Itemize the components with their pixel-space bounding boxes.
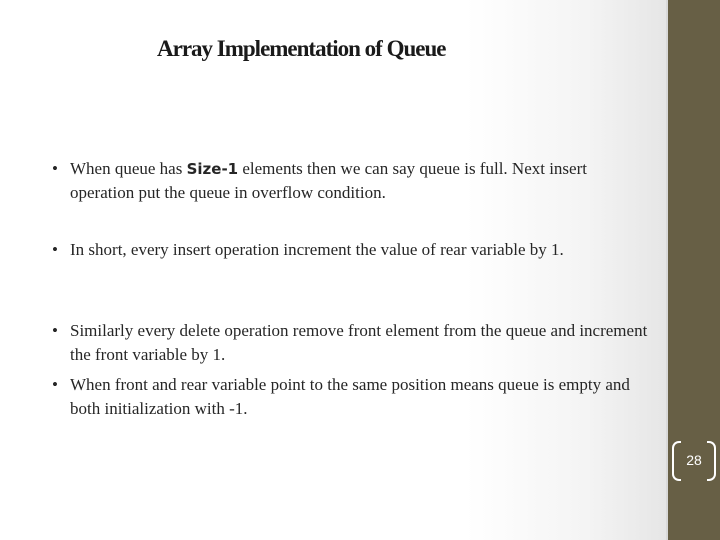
bullet-marker: • xyxy=(52,375,58,394)
bullet-marker: • xyxy=(52,240,58,259)
bullet-text: In short, every insert operation increment the value of rear variable by 1. xyxy=(70,240,564,259)
bullet-text-pre: When queue has xyxy=(70,159,187,178)
page-number: 28 xyxy=(686,452,702,468)
page-number-badge xyxy=(670,441,718,479)
bullet-text xyxy=(70,157,652,205)
slide-title: Array Implementation of Queue xyxy=(157,36,446,61)
bullet-item-4 xyxy=(52,373,652,421)
bullet-text-post: elements then we can say queue is full. Next insert operation put the queue in overflow condition. xyxy=(70,159,587,202)
bullet-text: When front and rear variable point to the same position means queue is empty and both initialization with -1. xyxy=(70,375,630,418)
bullet-item-2 xyxy=(52,238,652,262)
bullet-marker: • xyxy=(52,321,58,340)
bullet-item-3 xyxy=(52,319,652,367)
bullet-marker: • xyxy=(52,159,58,178)
bullet-strong-term: Size-1 xyxy=(186,160,239,178)
bullet-text: Similarly every delete operation remove front element from the queue and increment the front variable by 1. xyxy=(70,321,648,364)
bullet-item-1 xyxy=(52,157,652,205)
right-bracket-icon xyxy=(707,441,716,481)
